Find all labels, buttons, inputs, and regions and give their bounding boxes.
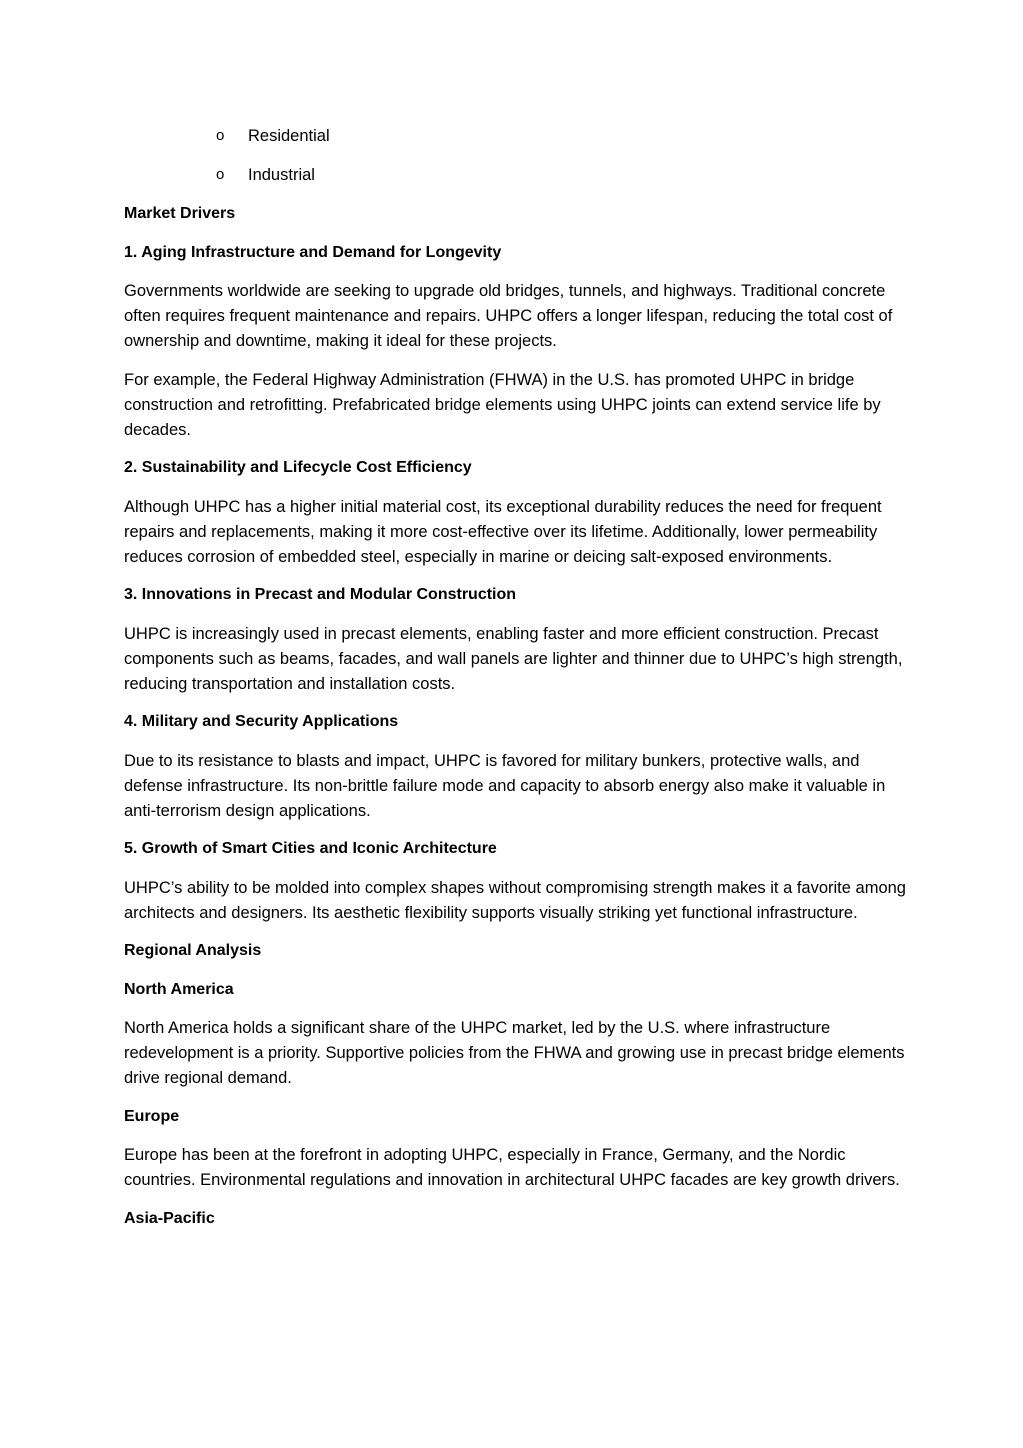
bullet-item: [0, 124, 1023, 163]
region-heading-asia-pacific: Asia-Pacific: [124, 1209, 215, 1227]
paragraph: Due to its resistance to blasts and impact, UHPC is favored for military bunkers, protective walls, and defense infrastructure. Its non-brittle failure mode and capacity to absorb energy also make it valuable in anti-terrorism design applications.: [124, 751, 886, 820]
bullet-item: [0, 163, 1023, 202]
section-heading-regional-analysis: Regional Analysis: [124, 942, 262, 959]
paragraph: Governments worldwide are seeking to upgrade old bridges, tunnels, and highways. Traditional concrete often requires frequent maintenance and repairs. UHPC offers a longer lifespan, reducing the total cost of ownership and downtime, making it ideal for these projects.: [124, 282, 893, 350]
section-heading-market-drivers: Market Drivers: [124, 205, 236, 222]
bullet-text: Industrial: [248, 166, 315, 184]
subsection-heading: 1. Aging Infrastructure and Demand for Longevity: [124, 243, 502, 261]
paragraph: Europe has been at the forefront in adopting UHPC, especially in France, Germany, and the Nordic countries. Environmental regulations and innovation in architectural UHPC facades are key growth drivers.: [124, 1146, 900, 1189]
paragraph: For example, the Federal Highway Administration (FHWA) in the U.S. has promoted UHPC in bridge construction and retrofitting. Prefabricated bridge elements using UHPC joints can extend service life by decades.: [124, 370, 881, 439]
paragraph: Although UHPC has a higher initial material cost, its exceptional durability reduces the need for frequent repairs and replacements, making it more cost-effective over its lifetime. Additionally, lower permeability reduces corrosion of embedded steel, especially in marine or deicing salt-exposed environments.: [124, 497, 882, 566]
subsection-heading: 2. Sustainability and Lifecycle Cost Efficiency: [124, 459, 472, 476]
bullet-marker: o: [216, 127, 225, 144]
paragraph: UHPC is increasingly used in precast elements, enabling faster and more efficient construction. Precast components such as beams, facades, and wall panels are lighter and thinner due to UHPC’s high strength, reducing transportation and installation costs.: [124, 624, 903, 693]
region-heading-europe: Europe: [124, 1107, 180, 1125]
subsection-heading: 3. Innovations in Precast and Modular Construction: [124, 586, 517, 603]
segment-bullet-list: [0, 124, 1023, 202]
bullet-marker: o: [216, 166, 225, 183]
subsection-heading: 5. Growth of Smart Cities and Iconic Architecture: [124, 840, 497, 857]
region-heading-north-america: North America: [124, 980, 234, 998]
paragraph: UHPC’s ability to be molded into complex shapes without compromising strength makes it a favorite among architects and designers. Its aesthetic flexibility supports visually striking yet functional infrastructure.: [124, 878, 906, 922]
subsection-heading: 4. Military and Security Applications: [124, 713, 399, 730]
document-body: [124, 202, 914, 1245]
paragraph: North America holds a significant share of the UHPC market, led by the U.S. where infrastructure redevelopment is a priority. Supportive policies from the FHWA and growing use in precast bridge elements drive regional demand.: [124, 1019, 905, 1087]
bullet-text: Residential: [248, 127, 330, 145]
